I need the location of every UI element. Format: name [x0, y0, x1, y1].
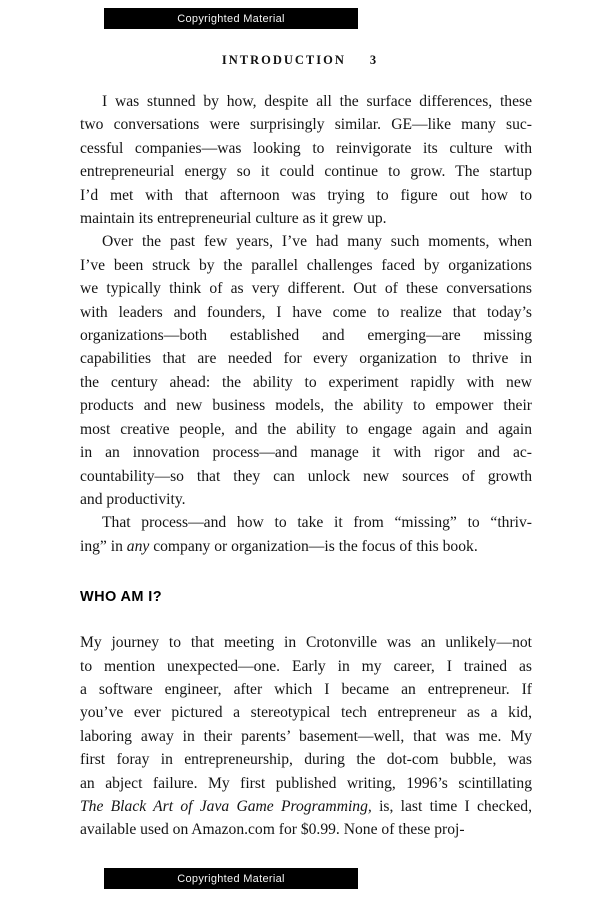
text-line: with leaders and founders, I have come to realize that today’s: [80, 303, 532, 321]
text-line: capabilities that are needed for every organization to thrive in: [80, 350, 532, 368]
text-line: you’ve ever pictured a stereotypical tech entrepreneur as a kid,: [80, 704, 532, 722]
text-line: cessful companies—was looking to reinvigorate its culture with: [80, 139, 532, 157]
copyright-banner-bottom: [104, 868, 358, 889]
text-line: most creative people, and the ability to engage again and again: [80, 420, 532, 438]
section-heading: WHO AM I?: [80, 589, 162, 606]
text-line: two conversations were surprisingly similar. GE—like many suc-: [80, 116, 532, 134]
chapter-title: INTRODUCTION: [221, 53, 346, 67]
text-line: Over the past few years, I’ve had many such moments, when: [102, 233, 532, 251]
text-line: organizations—both established and emerging—are missing: [80, 327, 532, 345]
text-line: ing” in any company or organization—is the focus of this book.: [80, 537, 478, 555]
paragraph: [80, 230, 532, 511]
text-line: the century ahead: the ability to experiment rapidly with new: [80, 373, 532, 391]
text-line: The Black Art of Java Game Programming, is, last time I checked,: [80, 797, 532, 815]
running-header: [0, 53, 600, 68]
text-line: first foray in entrepreneurship, during the dot-com bubble, was: [80, 751, 532, 769]
copyright-banner-top: [104, 8, 358, 29]
text-line: I’ve been struck by the parallel challenges faced by organizations: [80, 256, 532, 274]
text-line: and productivity.: [80, 490, 186, 508]
page-body: [80, 90, 532, 842]
copyright-banner-bottom-text: Copyrighted Material: [177, 872, 285, 885]
text-line: products and new business models, the ability to empower their: [80, 397, 532, 415]
text-line: in an innovation process—and manage it with rigor and ac-: [80, 444, 532, 462]
copyright-banner-top-text: Copyrighted Material: [177, 12, 285, 25]
text-line: I was stunned by how, despite all the surface differences, these: [102, 93, 532, 110]
text-line: countability—so that they can unlock new sources of growth: [80, 467, 532, 485]
paragraph: [80, 511, 532, 558]
paragraph: [80, 631, 532, 842]
text-line: I’d met with that afternoon was trying to figure out how to: [80, 186, 532, 204]
text-line: available used on Amazon.com for $0.99. None of these proj-: [80, 821, 465, 839]
text-line: laboring away in their parents’ basement—well, that was me. My: [80, 727, 532, 745]
text-line: entrepreneurial energy so it could continue to grow. The startup: [80, 163, 532, 181]
text-line: maintain its entrepreneurial culture as it grew up.: [80, 210, 387, 228]
text-line: to mention unexpected—one. Early in my career, I trained as: [80, 657, 532, 675]
text-line: a software engineer, after which I became an entrepreneur. If: [80, 680, 532, 698]
paragraph: [80, 90, 532, 230]
text-line: My journey to that meeting in Crotonville was an unlikely—not: [80, 634, 532, 652]
page-number: 3: [369, 53, 379, 67]
text-line: we typically think of as very different. Out of these conversations: [80, 280, 532, 298]
text-line: That process—and how to take it from “missing” to “thriv-: [102, 514, 532, 532]
text-line: an abject failure. My first published writing, 1996’s scintillating: [80, 774, 532, 792]
